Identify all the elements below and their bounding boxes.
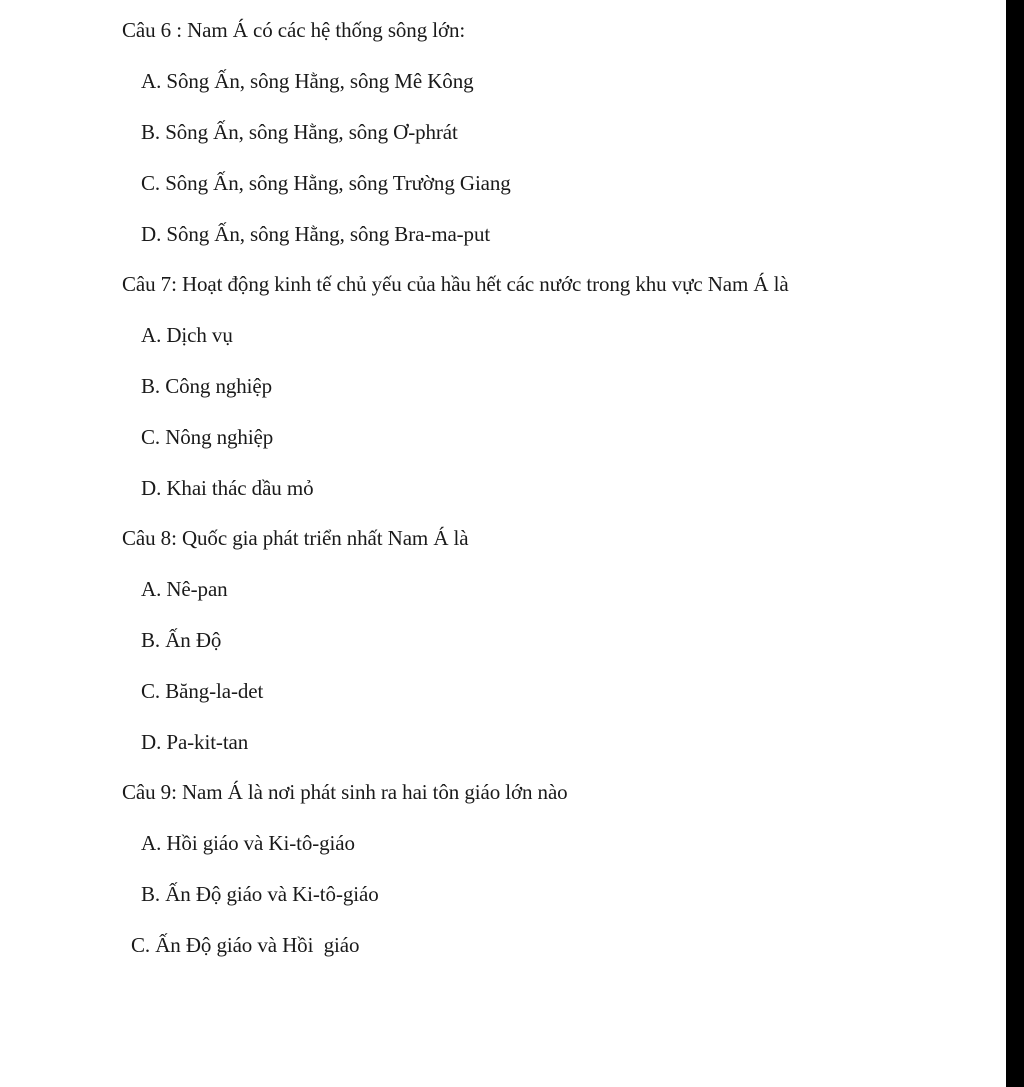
- question-8-option-c: C. Băng-la-det: [141, 679, 264, 703]
- question-6-option-d: D. Sông Ấn, sông Hằng, sông Bra-ma-put: [141, 222, 491, 246]
- question-6-option-c: C. Sông Ấn, sông Hằng, sông Trường Giang: [141, 171, 511, 195]
- question-7-title: Câu 7: Hoạt động kinh tế chủ yếu của hầu hết các nước trong khu vực Nam Á là: [122, 272, 789, 296]
- question-9-title: Câu 9: Nam Á là nơi phát sinh ra hai tôn giáo lớn nào: [122, 780, 568, 804]
- question-7-option-a: A. Dịch vụ: [141, 323, 233, 347]
- question-9-option-b: B. Ấn Độ giáo và Ki-tô-giáo: [141, 882, 379, 906]
- question-8-option-d: D. Pa-kit-tan: [141, 730, 249, 754]
- question-9-option-a: A. Hồi giáo và Ki-tô-giáo: [141, 831, 355, 855]
- question-7-option-c: C. Nông nghiệp: [141, 425, 274, 449]
- right-edge-border: [1006, 0, 1024, 1087]
- question-8-option-a: A. Nê-pan: [141, 577, 228, 601]
- question-6-title: Câu 6 : Nam Á có các hệ thống sông lớn:: [122, 18, 466, 42]
- question-7-option-b: B. Công nghiệp: [141, 374, 273, 398]
- question-6-option-b: B. Sông Ấn, sông Hằng, sông Ơ-phrát: [141, 120, 458, 144]
- question-7-option-d: D. Khai thác dầu mỏ: [141, 476, 314, 500]
- question-6-option-a: A. Sông Ấn, sông Hằng, sông Mê Kông: [141, 69, 474, 93]
- question-8-option-b: B. Ấn Độ: [141, 628, 222, 652]
- question-8-title: Câu 8: Quốc gia phát triển nhất Nam Á là: [122, 526, 469, 550]
- question-9-option-c: C. Ấn Độ giáo và Hồi giáo: [131, 933, 360, 957]
